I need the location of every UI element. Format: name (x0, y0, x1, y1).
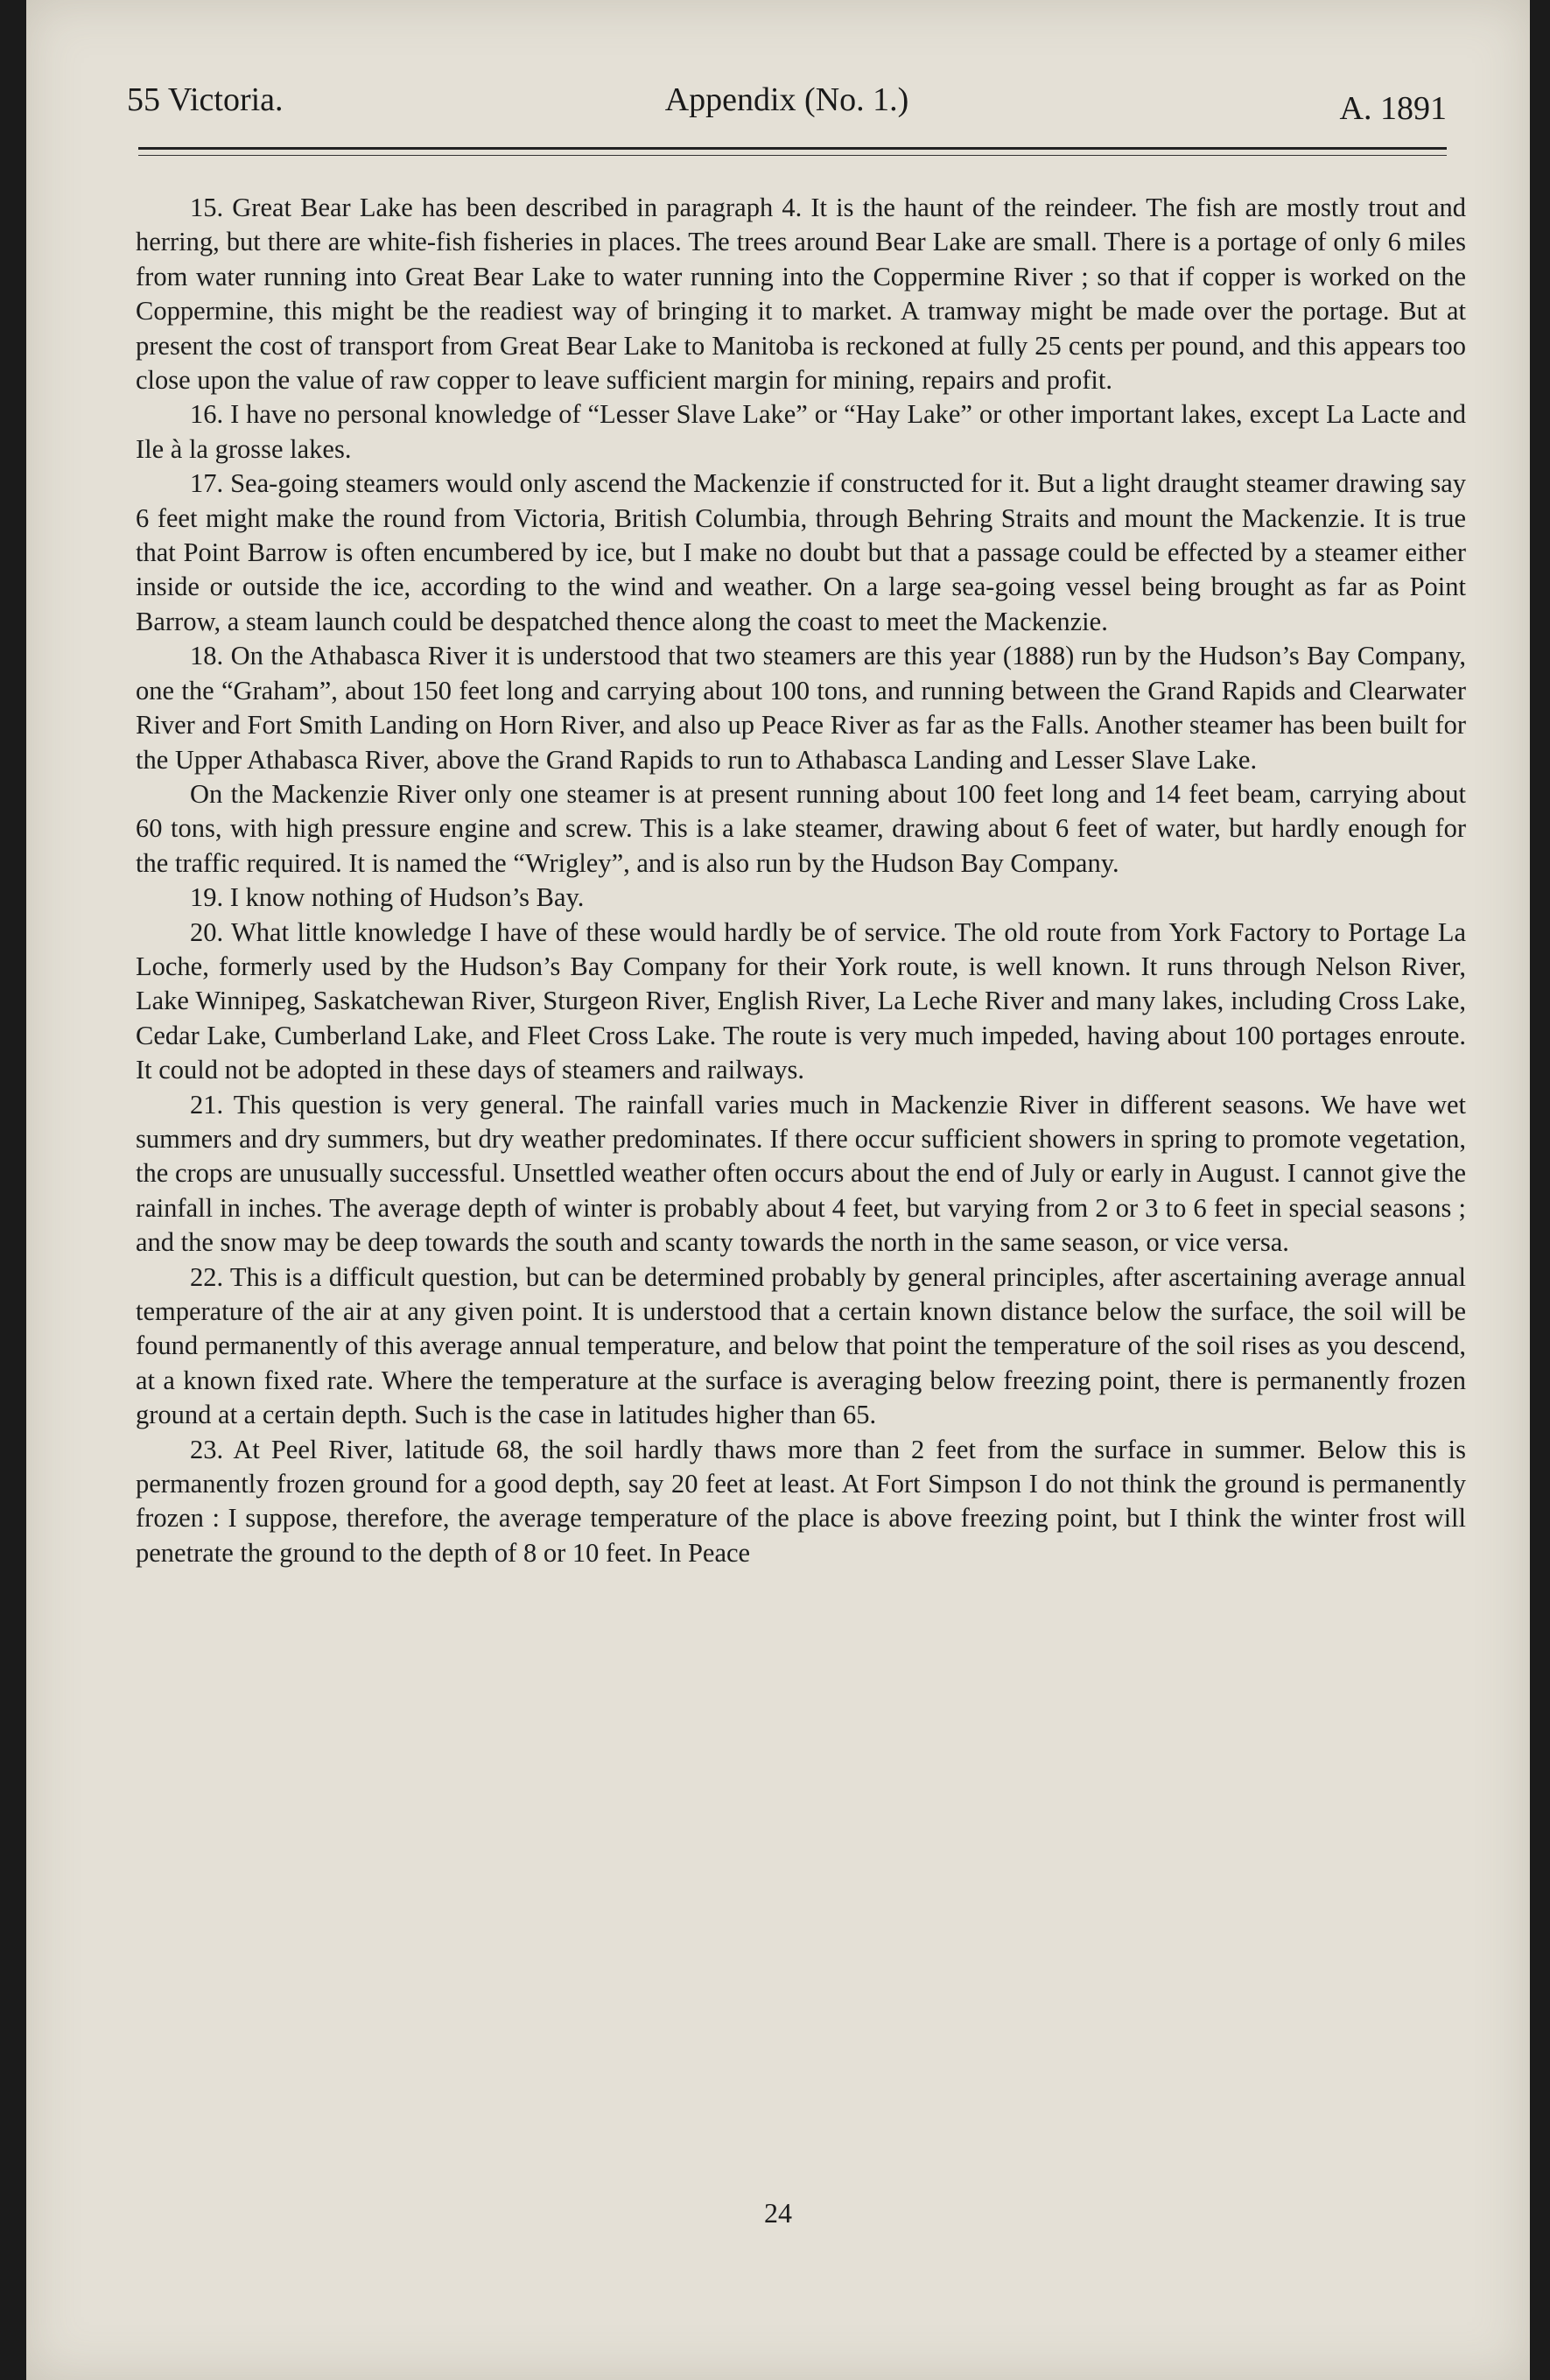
paragraph-15: 15. Great Bear Lake has been described in paragraph 4. It is the haunt of the reindeer. The fish are mostly trout and herring, but there are white-fish fisheries in places. The trees around Bear Lake are small. There is a portage of only 6 miles from water running into Great Bear Lake to water running into the Coppermine River ; so that if copper is worked on the Coppermine, this might be the readiest way of bringing it to market. A tramway might be made over the portage. But at present the cost of transport from Great Bear Lake to Manitoba is reckoned at fully 25 cents per pound, and this appears too close upon the value of raw copper to leave sufficient margin for mining, repairs and profit. (136, 193, 1466, 396)
paragraph-17: 17. Sea-going steamers would only ascend the Mackenzie if constructed for it. But a light draught steamer drawing say 6 feet might make the round from Victoria, British Columbia, through Behring Straits and mount the Mackenzie. It is true that Point Barrow is often encumbered by ice, but I make no doubt but that a passage could be effected by a steamer either inside or outside the ice, according to the wind and weather. On a large sea-going vessel being brought as far as Point Barrow, a steam launch could be despatched thence along the coast to meet the Mackenzie. (136, 468, 1466, 636)
paragraph-19: 19. I know nothing of Hudson’s Bay. (190, 882, 585, 913)
header-rule-thick (138, 147, 1447, 150)
document-page (26, 0, 1530, 2380)
header-appendix: Appendix (No. 1.) (664, 81, 909, 118)
header-session: 55 Victoria. (127, 81, 284, 118)
paragraph-16: 16. I have no personal knowledge of “Lesser Slave Lake” or “Hay Lake” or other important lakes, except La Lacte and Ile à la grosse lakes. (136, 399, 1466, 464)
paragraph-18: 18. On the Athabasca River it is understood that two steamers are this year (1888) run by the Hudson’s Bay Company, one the “Graham”, about 150 feet long and carrying about 100 tons, and running between the Grand Rapids and Clearwater River and Fort Smith Landing on Horn River, and also up Peace River as far as the Falls. Another steamer has been built for the Upper Athabasca River, above the Grand Rapids to run to Athabasca Landing and Lesser Slave Lake. (136, 641, 1466, 775)
body-text (136, 191, 1466, 1570)
paragraph-23: 23. At Peel River, latitude 68, the soil hardly thaws more than 2 feet from the surface in summer. Below this is permanently frozen ground for a good depth, say 20 feet at least. At Fort Simpson I do not think the ground is permanently frozen : I suppose, therefore, the average temperature of the place is above freezing point, but I think the winter frost will penetrate the ground to the depth of 8 or 10 feet. In Peace (136, 1434, 1466, 1568)
paragraph-18-continued: On the Mackenzie River only one steamer is at present running about 100 feet long and 14 feet beam, carrying about 60 tons, with high pressure engine and screw. This is a lake steamer, drawing about 6 feet of water, but hardly enough for the traffic required. It is named the “Wrigley”, and is also run by the Hudson Bay Company. (136, 778, 1466, 878)
running-header (127, 81, 1447, 133)
header-rule-thin (138, 155, 1447, 156)
page-number: 24 (764, 2197, 792, 2229)
header-year: A. 1891 (1339, 90, 1447, 127)
paragraph-20: 20. What little knowledge I have of these would hardly be of service. The old route from York Factory to Portage La Loche, formerly used by the Hudson’s Bay Company for their York route, is well known. It runs through Nelson River, Lake Winnipeg, Saskatchewan River, Sturgeon River, English River, La Leche River and many lakes, including Cross Lake, Cedar Lake, Cumberland Lake, and Fleet Cross Lake. The route is very much impeded, having about 100 portages enroute. It could not be adopted in these days of steamers and railways. (136, 916, 1466, 1085)
paragraph-22: 22. This is a difficult question, but can be determined probably by general principles, after ascertaining average annual temperature of the air at any given point. It is understood that a certain known distance below the surface, the soil will be found permanently of this average annual temperature, and below that point the temperature of the soil rises as you descend, at a known fixed rate. Where the temperature at the surface is averaging below freezing point, there is permanently frozen ground at a certain depth. Such is the case in latitudes higher than 65. (136, 1261, 1466, 1430)
paragraph-21: 21. This question is very general. The rainfall varies much in Mackenzie River in different seasons. We have wet summers and dry summers, but dry weather predominates. If there occur sufficient showers in spring to promote vegetation, the crops are unusually successful. Unsettled weather often occurs about the end of July or early in August. I cannot give the rainfall in inches. The average depth of winter is probably about 4 feet, but varying from 2 or 3 to 6 feet in special seasons ; and the snow may be deep towards the south and scanty towards the north in the same season, or vice versa. (136, 1089, 1466, 1258)
